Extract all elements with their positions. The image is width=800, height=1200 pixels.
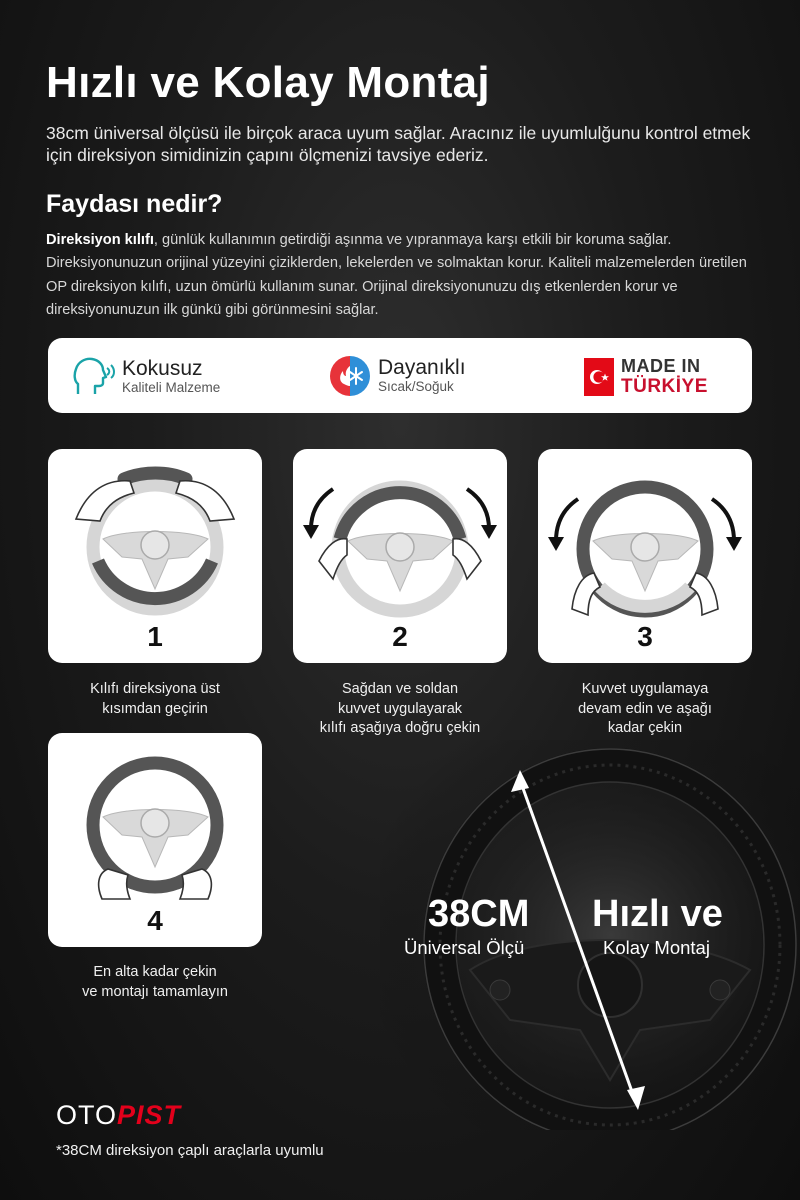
- brand-logo: [56, 1100, 181, 1131]
- step-card-2: [293, 449, 507, 663]
- made-in-label: MADE IN: [621, 356, 701, 376]
- benefits-body: , günlük kullanımın getirdiği aşınma ve yıpranmaya karşı etkili bir koruma sağlar. Direksiyonunuzun orijinal yüzeyini çiziklerden, lekelerden ve solmaktan korur. Kaliteli malzemelerden üretilen OP direksiyon kılıfı, uzun ömürlü kullanım sunar. Orijinal direksiyonunuzu dış etkenlerden korur ve direksiyonunuzun ilk günkü gibi görünmesini sağlar.: [46, 232, 747, 319]
- step-number: 3: [637, 621, 653, 652]
- easy-sublabel: Kolay Montaj: [603, 937, 710, 958]
- step-2-illustration: [293, 449, 507, 619]
- intro-text: 38cm üniversal ölçüsü ile birçok araca uyum sağlar. Aracınız ile uyumlulğunu kontrol etmek için direksiyon simidinizin çapını ölçmenizi tavsiye ederiz.: [46, 123, 751, 165]
- caption-line: Sağdan ve soldan: [341, 681, 459, 697]
- caption-line: kılıfı aşağıya doğru çekin: [319, 720, 481, 736]
- step-card-4: [48, 733, 262, 947]
- step-number: 4: [147, 905, 163, 936]
- step-caption-2: [285, 680, 515, 739]
- benefits-lead: Direksiyon kılıfı: [46, 232, 154, 248]
- feature-subtitle: Sıcak/Soğuk: [378, 379, 454, 394]
- brand-part-oto: OTO: [56, 1100, 118, 1130]
- turkey-flag-icon: [584, 358, 614, 396]
- step-4-illustration: [48, 733, 262, 903]
- step-1-illustration: [48, 449, 262, 619]
- caption-line: ve montajı tamamlayın: [82, 983, 228, 1000]
- feature-title: Kokusuz: [122, 357, 203, 380]
- caption-line: devam edin ve aşağı: [578, 700, 712, 717]
- size-sublabel: Üniversal Ölçü: [404, 937, 525, 958]
- compatibility-footnote: *38CM direksiyon çaplı araçlarla uyumlu: [56, 1142, 324, 1159]
- caption-line: kadar çekin: [607, 720, 683, 736]
- page-title: Hızlı ve Kolay Montaj: [46, 58, 490, 107]
- caption-line: Kılıfı direksiyona üst: [90, 681, 220, 697]
- step-number: 1: [147, 621, 163, 652]
- feature-strip: [48, 338, 752, 413]
- benefits-heading: Faydası nedir?: [46, 190, 223, 218]
- size-label: 38CM: [428, 893, 530, 935]
- caption-line: Kuvvet uygulamaya: [581, 681, 709, 697]
- brand-part-pist: PIST: [117, 1100, 182, 1130]
- benefits-text: [46, 229, 766, 323]
- step-card-1: [48, 449, 262, 663]
- hot-cold-icon: [328, 354, 372, 398]
- easy-label: Hızlı ve: [592, 893, 723, 935]
- feature-durable: [328, 354, 466, 398]
- step-card-3: [538, 449, 752, 663]
- feature-made-in: [584, 356, 708, 397]
- feature-subtitle: Kaliteli Malzeme: [122, 380, 221, 395]
- step-caption-3: [530, 680, 760, 739]
- caption-line: kuvvet uygulayarak: [337, 700, 463, 717]
- country-label: TÜRKİYE: [621, 376, 708, 397]
- feature-title: Dayanıklı: [378, 356, 466, 379]
- odorless-face-icon: [70, 354, 116, 400]
- feature-odorless: [70, 354, 220, 400]
- step-caption-4: [40, 963, 270, 1002]
- caption-line: kısımdan geçirin: [102, 700, 208, 717]
- caption-line: En alta kadar çekin: [93, 964, 217, 980]
- step-caption-1: [40, 680, 270, 719]
- step-number: 2: [392, 621, 408, 652]
- step-3-illustration: [538, 449, 752, 619]
